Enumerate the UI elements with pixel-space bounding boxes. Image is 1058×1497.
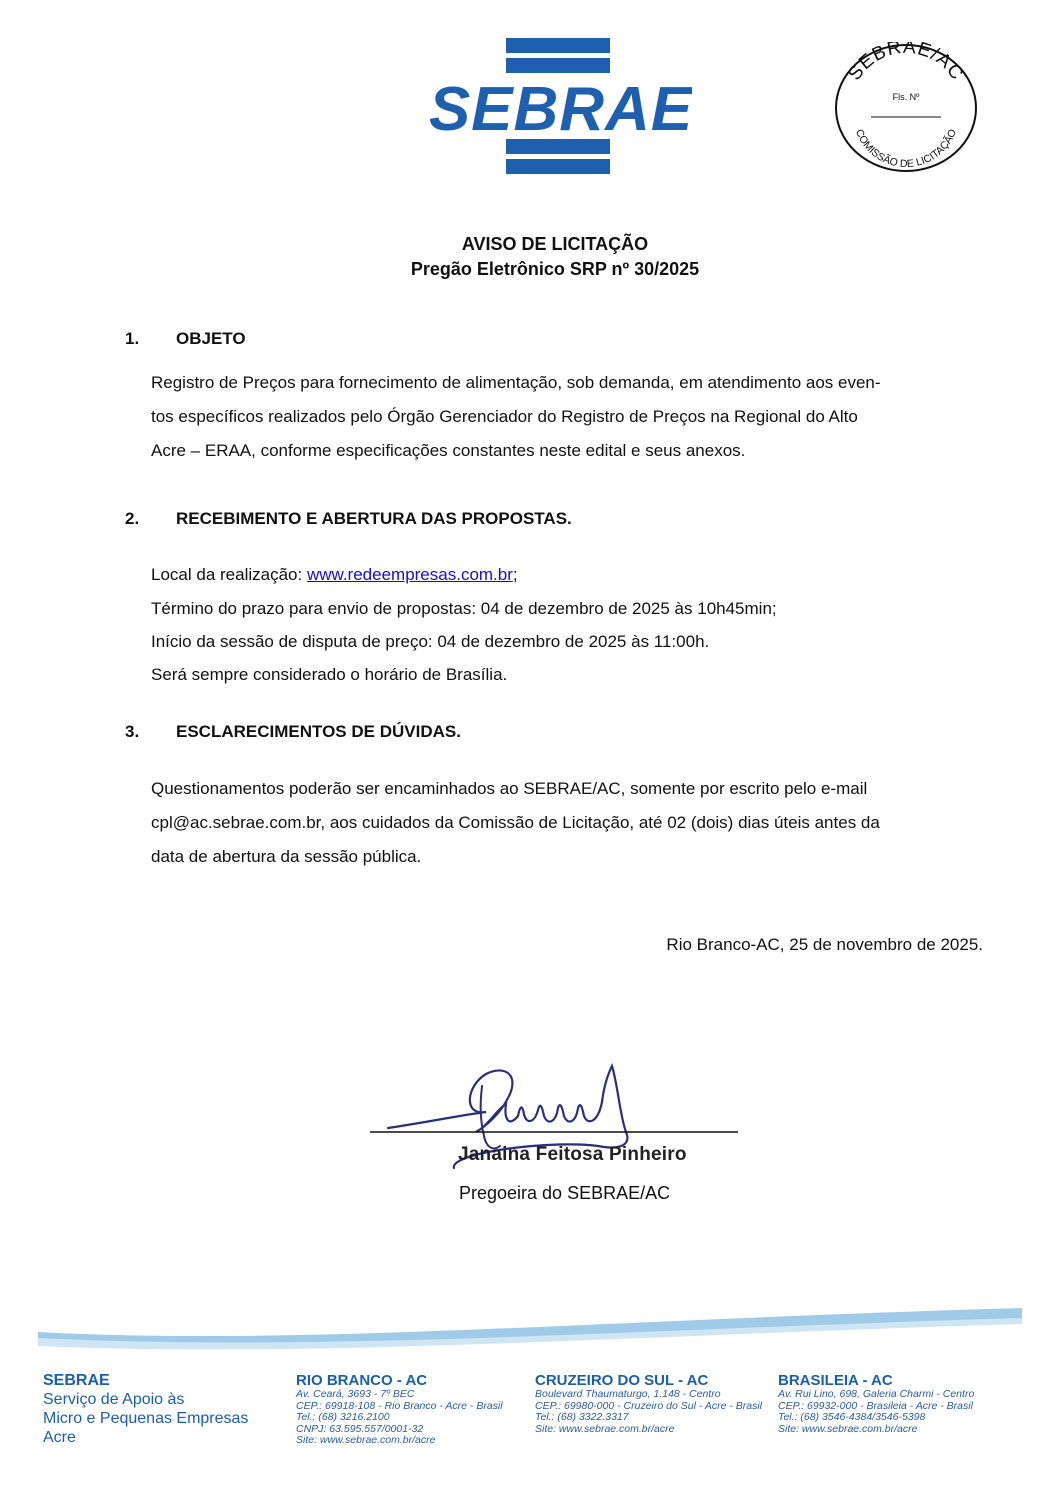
office-title: BRASILEIA - AC <box>778 1372 893 1389</box>
office-line: Tel.: (68) 3546-4384/3546-5398 <box>778 1411 926 1423</box>
section-1-line-3: Acre – ERAA, conforme especificações constantes neste edital e seus anexos. <box>151 441 746 460</box>
office-line: Site: www.sebrae.com.br/acre <box>296 1434 436 1446</box>
office-line: Tel.: (68) 3216.2100 <box>296 1411 390 1423</box>
footer-wave-decoration <box>0 1286 1058 1356</box>
office-title: RIO BRANCO - AC <box>296 1372 428 1389</box>
section-3-line-1: Questionamentos poderão ser encaminhados ao SEBRAE/AC, somente por escrito pelo e-mail <box>151 779 868 798</box>
section-3-number: 3. <box>125 722 140 741</box>
footer-org-line-2: Micro e Pequenas Empresas <box>43 1410 249 1427</box>
section-2-local <box>151 565 518 585</box>
redeempresas-link[interactable]: www.redeempresas.com.br <box>306 565 513 584</box>
footer-office-rio-branco <box>296 1372 503 1447</box>
section-3-title: ESCLARECIMENTOS DE DÚVIDAS. <box>176 722 461 741</box>
office-line: CEP.: 69918-108 - Rio Branco - Acre - Brasil <box>296 1399 503 1412</box>
office-title: CRUZEIRO DO SUL - AC <box>535 1372 709 1389</box>
document-subtitle: Pregão Eletrônico SRP nº 30/2025 <box>410 259 700 279</box>
footer-org-line-3: Acre <box>43 1429 76 1446</box>
signer-name: Janaina Feitosa Pinheiro <box>458 1144 687 1165</box>
footer-office-cruzeiro-do-sul <box>535 1372 762 1435</box>
footer-org-title: SEBRAE <box>43 1372 110 1389</box>
section-3-line-3: data de abertura da sessão pública. <box>151 847 422 866</box>
office-line: Av. Ceará, 3693 - 7º BEC <box>296 1388 415 1400</box>
svg-text:SEBRAE: SEBRAE <box>430 75 692 144</box>
footer-org-line-1: Serviço de Apoio às <box>43 1391 185 1408</box>
section-2-line-timezone: Será sempre considerado o horário de Brasília. <box>151 665 508 684</box>
section-2-title: RECEBIMENTO E ABERTURA DAS PROPOSTAS. <box>176 509 572 528</box>
section-1-number: 1. <box>125 329 140 348</box>
office-line: CNPJ: 63.595.557/0001-32 <box>296 1422 424 1435</box>
section-1-title: OBJETO <box>176 329 246 348</box>
office-line: Av. Rui Lino, 698, Galeria Charmi - Centro <box>778 1388 975 1400</box>
section-2-number: 2. <box>125 509 140 528</box>
section-2-line-session: Início da sessão de disputa de preço: 04 de dezembro de 2025 às 11:00h. <box>151 632 710 651</box>
office-line: Site: www.sebrae.com.br/acre <box>535 1422 675 1435</box>
section-1-line-2: tos específicos realizados pelo Órgão Gerenciador do Registro de Preços na Regional do Alto <box>151 407 858 426</box>
document-title: AVISO DE LICITAÇÃO <box>461 234 649 254</box>
section-1-line-1: Registro de Preços para fornecimento de alimentação, sob demanda, em atendimento aos even- <box>151 373 881 392</box>
office-line: Site: www.sebrae.com.br/acre <box>778 1422 918 1435</box>
local-label: Local da realização: <box>151 565 307 584</box>
footer-office-brasileia <box>778 1372 974 1435</box>
svg-text:Fls. Nº: Fls. Nº <box>892 92 920 102</box>
local-suffix: ; <box>512 565 518 584</box>
date-place: Rio Branco-AC, 25 de novembro de 2025. <box>666 935 983 954</box>
svg-text:SEBRAE/AC: SEBRAE/AC <box>844 42 968 85</box>
sebrae-logo <box>430 36 692 176</box>
section-2-line-deadline: Término do prazo para envio de propostas: 04 de dezembro de 2025 às 10h45min; <box>151 599 777 618</box>
footer-org <box>43 1372 248 1447</box>
commission-stamp <box>833 42 979 174</box>
section-3-line-2: cpl@ac.sebrae.com.br, aos cuidados da Comissão de Licitação, até 02 (dois) dias úteis antes da <box>151 813 880 832</box>
office-line: CEP.: 69932-000 - Brasileia - Acre - Brasil <box>778 1399 973 1412</box>
office-line: Boulevard Thaumaturgo, 1.148 - Centro <box>535 1388 721 1400</box>
svg-text:COMISSÃO DE LICITAÇÃO: COMISSÃO DE LICITAÇÃO <box>852 127 960 171</box>
office-line: CEP.: 69980-000 - Cruzeiro do Sul - Acre - Brasil <box>535 1399 763 1412</box>
signer-role: Pregoeira do SEBRAE/AC <box>459 1183 671 1203</box>
office-line: Tel.: (68) 3322.3317 <box>535 1411 629 1423</box>
